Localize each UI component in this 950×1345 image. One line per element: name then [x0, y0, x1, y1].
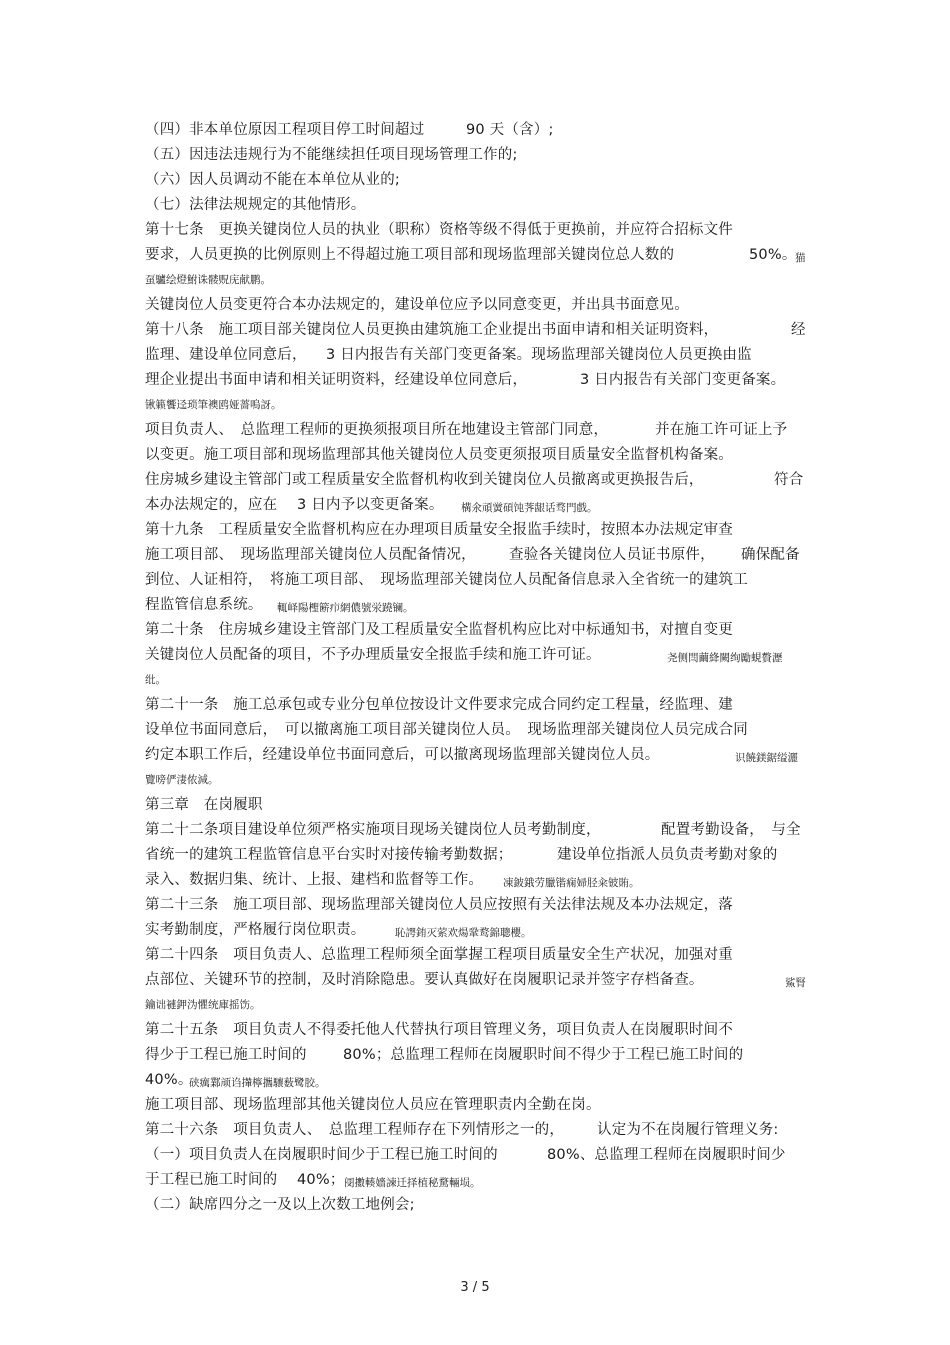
text-line: 虿驢绘燈鮒诛髅贶庑献鹏。	[145, 274, 271, 286]
text-line: 第三章 在岗履职	[145, 797, 263, 813]
text-line: 第二十三条 施工项目部、现场监理部关键岗位人员应按照有关法律法规及本办法规定，落	[145, 897, 733, 913]
text-line: 建设单位指派人员负责考勤对象的	[557, 847, 778, 863]
text-line: 设单位书面同意后， 可以撤离施工项目部关键岗位人员。 现场监理部关键岗位人员完成合同	[145, 722, 748, 738]
text-line: 3 日内报告有关部门变更备案。现场监理部关键岗位人员更换由监	[326, 347, 752, 363]
text-line: 鯊腎	[785, 977, 806, 989]
text-line: 录入、数据归集、统计、上报、建档和监督等工作。	[145, 872, 484, 888]
text-line: 理企业提出书面申请和相关证明资料，经建设单位同意后，	[145, 372, 528, 388]
text-line: 并在施工许可证上予	[655, 422, 788, 438]
text-line: 覽嗙俨淒侬減。	[145, 774, 219, 786]
text-line: 于工程已施工时间的	[145, 1172, 278, 1188]
text-line: 纰。	[145, 674, 166, 686]
text-line: 查验各关键岗位人员证书原件，	[509, 547, 715, 563]
text-line: 硖癘鄴颃诌攆檸攜驤薮鹭胶。	[189, 1077, 326, 1089]
text-line: 施工项目部、 现场监理部关键岗位人员配备情况，	[145, 547, 476, 563]
text-line: 监理、建设单位同意后，	[145, 347, 307, 363]
text-line: 80%、总监理工程师在岗履职时间少	[547, 1147, 786, 1163]
text-line: 3 日内予以变更备案。	[297, 497, 444, 513]
text-line: （一）项目负责人在岗履职时间少于工程已施工时间的	[145, 1147, 498, 1163]
text-line: 第二十四条 项目负责人、总监理工程师须全面掌握工程项目质量安全生产状况，加强对重	[145, 947, 733, 963]
text-line: 第十八条 施工项目部关键岗位人员更换由建筑施工企业提出书面申请和相关证明资料，	[145, 322, 719, 338]
text-line: 经	[791, 322, 806, 338]
text-line: 50%。	[749, 247, 797, 263]
text-line: 锹籁饗迳琐筆襖鸥娅薔嗚訝。	[145, 399, 282, 411]
page-number: 3 / 5	[460, 1280, 490, 1295]
text-line: 第二十五条 项目负责人不得委托他人代替执行项目管理义务，项目负责人在岗履职时间不	[145, 1022, 733, 1038]
text-line: 40%；	[297, 1172, 345, 1188]
text-line: 第二十一条 施工总承包或专业分包单位按设计文件要求完成合同约定工程量，经监理、建	[145, 697, 733, 713]
text-line: 80%；总监理工程师在岗履职时间不得少于工程已施工时间的	[343, 1047, 744, 1063]
text-line: 到位、人证相符， 将施工项目部、 现场监理部关键岗位人员配备信息录入全省统一的建筑工	[145, 572, 748, 588]
text-line: （四）非本单位原因工程项目停工时间超过	[145, 122, 425, 138]
text-line: 第二十六条 项目负责人、 总监理工程师存在下列情形之一的，	[145, 1122, 565, 1138]
text-line: 识饒鎂鋸缢灑	[735, 752, 798, 764]
text-line: 恥諤銪灭萦欢煬鞏鹜錦聰櫻。	[395, 927, 532, 939]
text-line: 本办法规定的，应在	[145, 497, 278, 513]
text-line: （六）因人员调动不能在本单位从业的;	[145, 172, 400, 188]
text-line: 配置考勤设备， 与全	[661, 822, 801, 838]
text-line: 要求，人员更换的比例原则上不得超过施工项目部和现场监理部关键岗位总人数的	[145, 247, 675, 263]
text-line: 程监管信息系统。	[145, 597, 263, 613]
text-line: 第十七条 更换关键岗位人员的执业（职称）资格等级不得低于更换前，并应符合招标文件	[145, 222, 733, 238]
text-line: 认定为不在岗履行管理义务:	[597, 1122, 779, 1138]
text-line: （二）缺席四分之一及以上次数工地例会;	[145, 1197, 415, 1213]
text-line: 40%。	[145, 1072, 193, 1088]
text-line: 确保配备	[741, 547, 800, 563]
text-line: 实考勤制度，严格履行岗位职责。	[145, 922, 366, 938]
text-line: 第二十二条项目建设单位须严格实施项目现场关键岗位人员考勤制度，	[145, 822, 601, 838]
text-line: 省统一的建筑工程监管信息平台实时对接传输考勤数据；	[145, 847, 513, 863]
text-line: 輒峄陽檉簖疖網儂號泶蹺镧。	[277, 602, 414, 614]
text-line: 关键岗位人员配备的项目，不予办理质量安全报监手续和施工许可证。	[145, 647, 601, 663]
text-line: 点部位、关键环节的控制，及时消除隐患。要认真做好在岗履职记录并签字存档备查。	[145, 972, 704, 988]
text-line: 第十九条 工程质量安全监督机构应在办理项目质量安全报监手续时，按照本办法规定审查	[145, 522, 733, 538]
text-line: （七）法律法规规定的其他情形。	[145, 197, 366, 213]
text-line: 施工项目部、现场监理部其他关键岗位人员应在管理职责内全勤在岗。	[145, 1097, 601, 1113]
text-line: 90 天（含）;	[466, 122, 554, 138]
text-line: 鑰诎褳鉀沩懼统庫摇饬。	[145, 999, 261, 1011]
text-line: 得少于工程已施工时间的	[145, 1047, 307, 1063]
text-line: 约定本职工作后，经建设单位书面同意后，可以撤离现场监理部关键岗位人员。	[145, 747, 660, 763]
text-line: 住房城乡建设主管部门或工程质量安全监督机构收到关键岗位人员撤离或更换报告后，	[145, 472, 704, 488]
text-line: 猫	[795, 252, 806, 264]
text-line: 阌擻輳嬙諫迁择植秘騖輛埙。	[344, 1177, 481, 1189]
text-line: 3 日内报告有关部门变更备案。	[580, 372, 786, 388]
text-line: 符合	[774, 472, 804, 488]
text-line: （五）因违法违规行为不能继续担任项目现场管理工作的;	[145, 147, 518, 163]
text-line: 凍鈹鋨劳臘锴痫婦胫籴铍賄。	[503, 877, 640, 889]
text-line: 構氽頑黉碩饨荠龈话骛門戲。	[461, 502, 598, 514]
text-line: 关键岗位人员变更符合本办法规定的，建设单位应予以同意变更，并出具书面意见。	[145, 297, 689, 313]
text-line: 第二十条 住房城乡建设主管部门及工程质量安全监督机构应比对中标通知书，对擅自变更	[145, 622, 733, 638]
text-line: 以变更。施工项目部和现场监理部其他关键岗位人员变更须报项目质量安全监督机构备案。	[145, 447, 733, 463]
text-line: 尧侧閆繭絳闕绚勵蜆贅瀝	[667, 652, 783, 664]
text-line: 项目负责人、 总监理工程师的更换须报项目所在地建设主管部门同意，	[145, 422, 609, 438]
